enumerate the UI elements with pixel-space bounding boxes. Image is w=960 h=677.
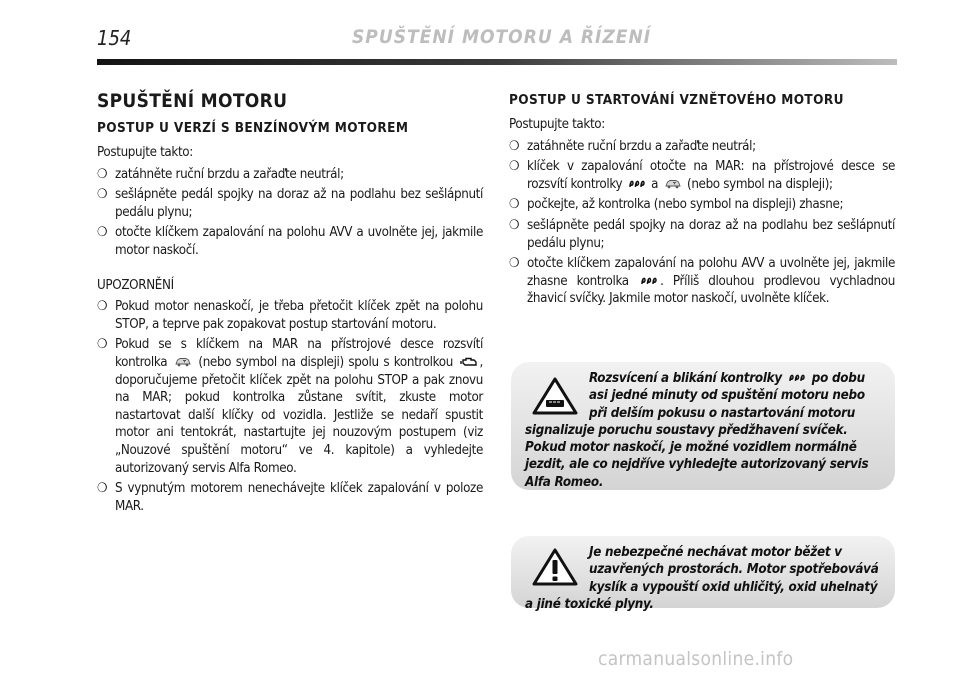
chapter-title: SPUŠTĚNÍ MOTORU A ŘÍZENÍ: [352, 26, 652, 48]
list-item: ❍ S vypnutým motorem nenechávejte klíček zapalování v poloze MAR.: [97, 481, 483, 514]
warning-list: [97, 298, 483, 515]
petrol-steps: [97, 166, 483, 260]
car-key-icon: [664, 178, 682, 189]
ring-bullet-icon: ❍: [97, 299, 108, 315]
list-item: ❍ klíček v zapalování otočte na MAR: na přístrojové desce se rozsvítí kontrolky a (nebo symbol na displeji);: [509, 159, 895, 192]
list-item: ❍ otočte klíčkem zapalování na polohu AVV a uvolněte jej, jakmile zhasne kontrolka . Příliš dlouhou prodlevou vychladnou žhavicí svíčky. Jakmile motor naskočí, uvolněte klíček.: [509, 256, 895, 307]
ring-bullet-icon: ❍: [509, 159, 520, 175]
glow-plug-icon: [640, 275, 658, 286]
header-rule: [97, 59, 897, 65]
petrol-subtitle: POSTUP U VERZÍ S BENZÍNOVÝM MOTOREM: [97, 120, 409, 136]
ring-bullet-icon: ❍: [97, 481, 108, 497]
ring-bullet-icon: ❍: [509, 138, 520, 154]
list-item: ❍ počkejte, až kontrolka (nebo symbol na displeji) zhasne;: [509, 197, 844, 213]
toxic-gas-warning-box: Je nebezpečné nechávat motor běžet v uzavřených prostorách. Motor spotřebovává kyslík a vypouští oxid uhličitý, oxid uhelnatý a jiné toxické plyny.: [511, 536, 895, 608]
warning-triangle-icon: [531, 376, 579, 416]
list-item: ❍ Pokud se s klíčkem na MAR na přístrojové desce rozsvítí kontrolka (nebo symbol na displeji) spolu s kontrolkou , doporučujeme přetočit klíček zpět na polohu STOP a pak znovu na MAR; pokud kontrolka zůstane svítit, zkuste motor nastartovat další klíčky od vozidla. Jestliže se nedaří spustit motor ani tentokrát, nastartujte jej nouzovým postupem (viz „Nouzové spuštění motoru“ ve 4. kapitole) a vyhledejte autorizovaný servis Alfa Romeo.: [97, 337, 483, 476]
ring-bullet-icon: ❍: [97, 337, 108, 353]
list-item: ❍ zatáhněte ruční brzdu a zařaďte neutrál;: [509, 138, 756, 154]
list-item: ❍ zatáhněte ruční brzdu a zařaďte neutrál;: [97, 166, 344, 182]
glow-plug-icon: [788, 372, 806, 383]
list-item: ❍ otočte klíčkem zapalování na polohu AVV a uvolněte jej, jakmile motor naskočí.: [97, 225, 483, 258]
watermark: carmanualsonline.info: [598, 648, 794, 670]
section-title: SPUŠTĚNÍ MOTORU: [97, 90, 288, 112]
car-key-icon: [174, 356, 192, 367]
ring-bullet-icon: ❍: [509, 217, 520, 233]
ring-bullet-icon: ❍: [509, 256, 520, 272]
ring-bullet-icon: ❍: [509, 197, 520, 213]
diesel-steps: [509, 138, 895, 308]
diesel-subtitle: POSTUP U STARTOVÁNÍ VZNĚTOVÉHO MOTORU: [509, 92, 844, 108]
glow-plug-warning-box: Rozsvícení a blikání kontrolky po dobu asi jedné minuty od spuštění motoru nebo při delším pokusu o nastartování motoru signalizuje poruchu soustavy předžhavení svíček. Pokud motor naskočí, je možné vozidlem normálně jezdit, ale co nejdříve vyhledejte autorizovaný servis Alfa Romeo.: [511, 362, 895, 490]
glow-plug-icon: [628, 178, 646, 189]
ring-bullet-icon: ❍: [97, 225, 108, 241]
left-column: [97, 90, 483, 518]
engine-icon: [460, 356, 478, 367]
ring-bullet-icon: ❍: [97, 187, 108, 203]
page-number: 154: [97, 26, 132, 50]
warning-triangle-icon: [531, 547, 579, 587]
ring-bullet-icon: ❍: [97, 166, 108, 182]
right-column: [509, 92, 895, 311]
warning-heading: UPOZORNĚNÍ: [97, 277, 174, 293]
list-item: ❍ Pokud motor nenaskočí, je třeba přetočit klíček zpět na polohu STOP, a teprve pak zopakovat postup startování motoru.: [97, 299, 483, 332]
petrol-intro: Postupujte takto:: [97, 145, 193, 160]
diesel-intro: Postupujte takto:: [509, 117, 605, 132]
list-item: ❍ sešlápněte pedál spojky na doraz až na podlahu bez sešlápnutí pedálu plynu;: [509, 217, 895, 251]
list-item: ❍ sešlápněte pedál spojky na doraz až na podlahu bez sešlápnutí pedálu plynu;: [97, 187, 483, 220]
